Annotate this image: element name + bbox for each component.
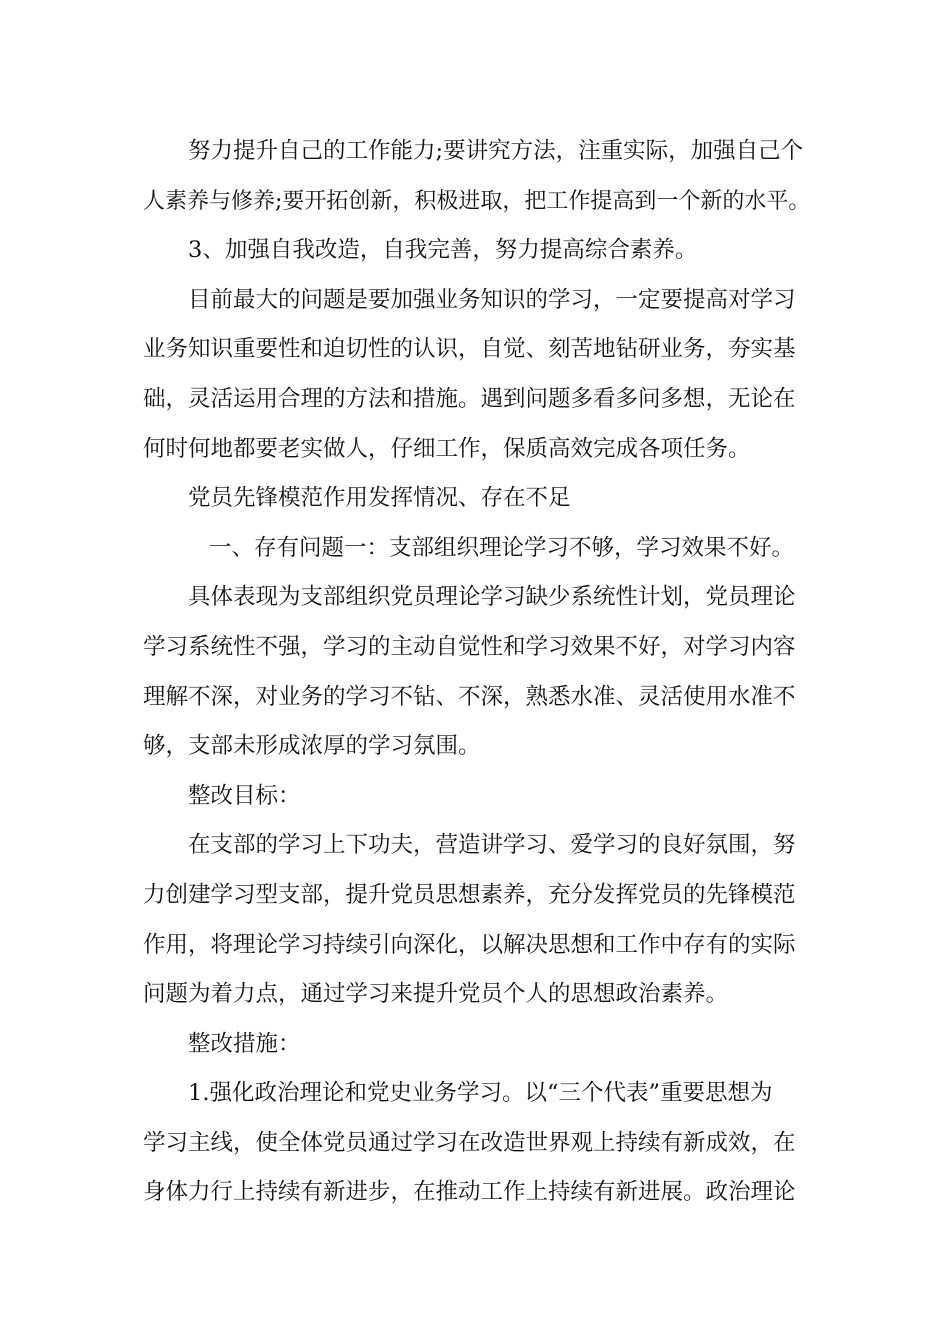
text-line-22: 身体力行上持续有新进步，在推动工作上持续有新进展。政治理论 — [143, 1179, 796, 1206]
text-line-7: 何时何地都要老实做人，仔细工作，保质高效完成各项任务。 — [143, 435, 751, 462]
text-line-15: 在支部的学习上下功夫，营造讲学习、爱学习的良好氛围，努 — [188, 832, 796, 859]
goal-heading: 整改目标： — [188, 782, 301, 809]
text-line-1: 努力提升自己的工作能力;要讲究方法，注重实际，加强自己个 — [188, 138, 804, 164]
text-line-10: 具体表现为支部组织党员理论学习缺少系统性计划，党员理论 — [188, 584, 796, 611]
text-line-20: 1.强化政治理论和党史业务学习。以“三个代表”重要思想为 — [188, 1080, 773, 1107]
problem-heading: 一、存有问题一：支部组织理论学习不够，学习效果不好。 — [209, 534, 795, 561]
text-line-21: 学习主线，使全体党员通过学习在改造世界观上持续有新成效，在 — [143, 1129, 796, 1156]
measures-heading: 整改措施： — [188, 1030, 301, 1057]
text-line-5: 业务知识重要性和迫切性的认识，自觉、刻苦地钻研业务，夯实基 — [143, 336, 796, 363]
text-line-6: 础，灵活运用合理的方法和措施。遇到问题多看多问多想，无论在 — [143, 385, 796, 412]
text-line-17: 作用，将理论学习持续引向深化，以解决思想和工作中存有的实际 — [143, 931, 796, 958]
text-line-12: 理解不深，对业务的学习不钻、不深，熟悉水准、灵活使用水准不 — [143, 683, 796, 710]
text-line-2: 人素养与修养;要开拓创新，积极进取，把工作提高到一个新的水平。 — [143, 188, 811, 214]
text-line-4: 目前最大的问题是要加强业务知识的学习，一定要提高对学习 — [188, 286, 796, 313]
text-line-3: 3、加强自我改造，自我完善，努力提高综合素养。 — [188, 237, 698, 264]
text-line-11: 学习系统性不强，学习的主动自觉性和学习效果不好，对学习内容 — [143, 633, 796, 660]
body-text — [143, 127, 813, 1218]
section-heading: 党员先锋模范作用发挥情况、存在不足 — [188, 485, 571, 512]
text-line-18: 问题为着力点，通过学习来提升党员个人的思想政治素养。 — [143, 981, 729, 1008]
text-line-13: 够，支部未形成浓厚的学习氛围。 — [143, 733, 481, 760]
text-line-16: 力创建学习型支部，提升党员思想素养，充分发挥党员的先锋模范 — [143, 881, 796, 908]
